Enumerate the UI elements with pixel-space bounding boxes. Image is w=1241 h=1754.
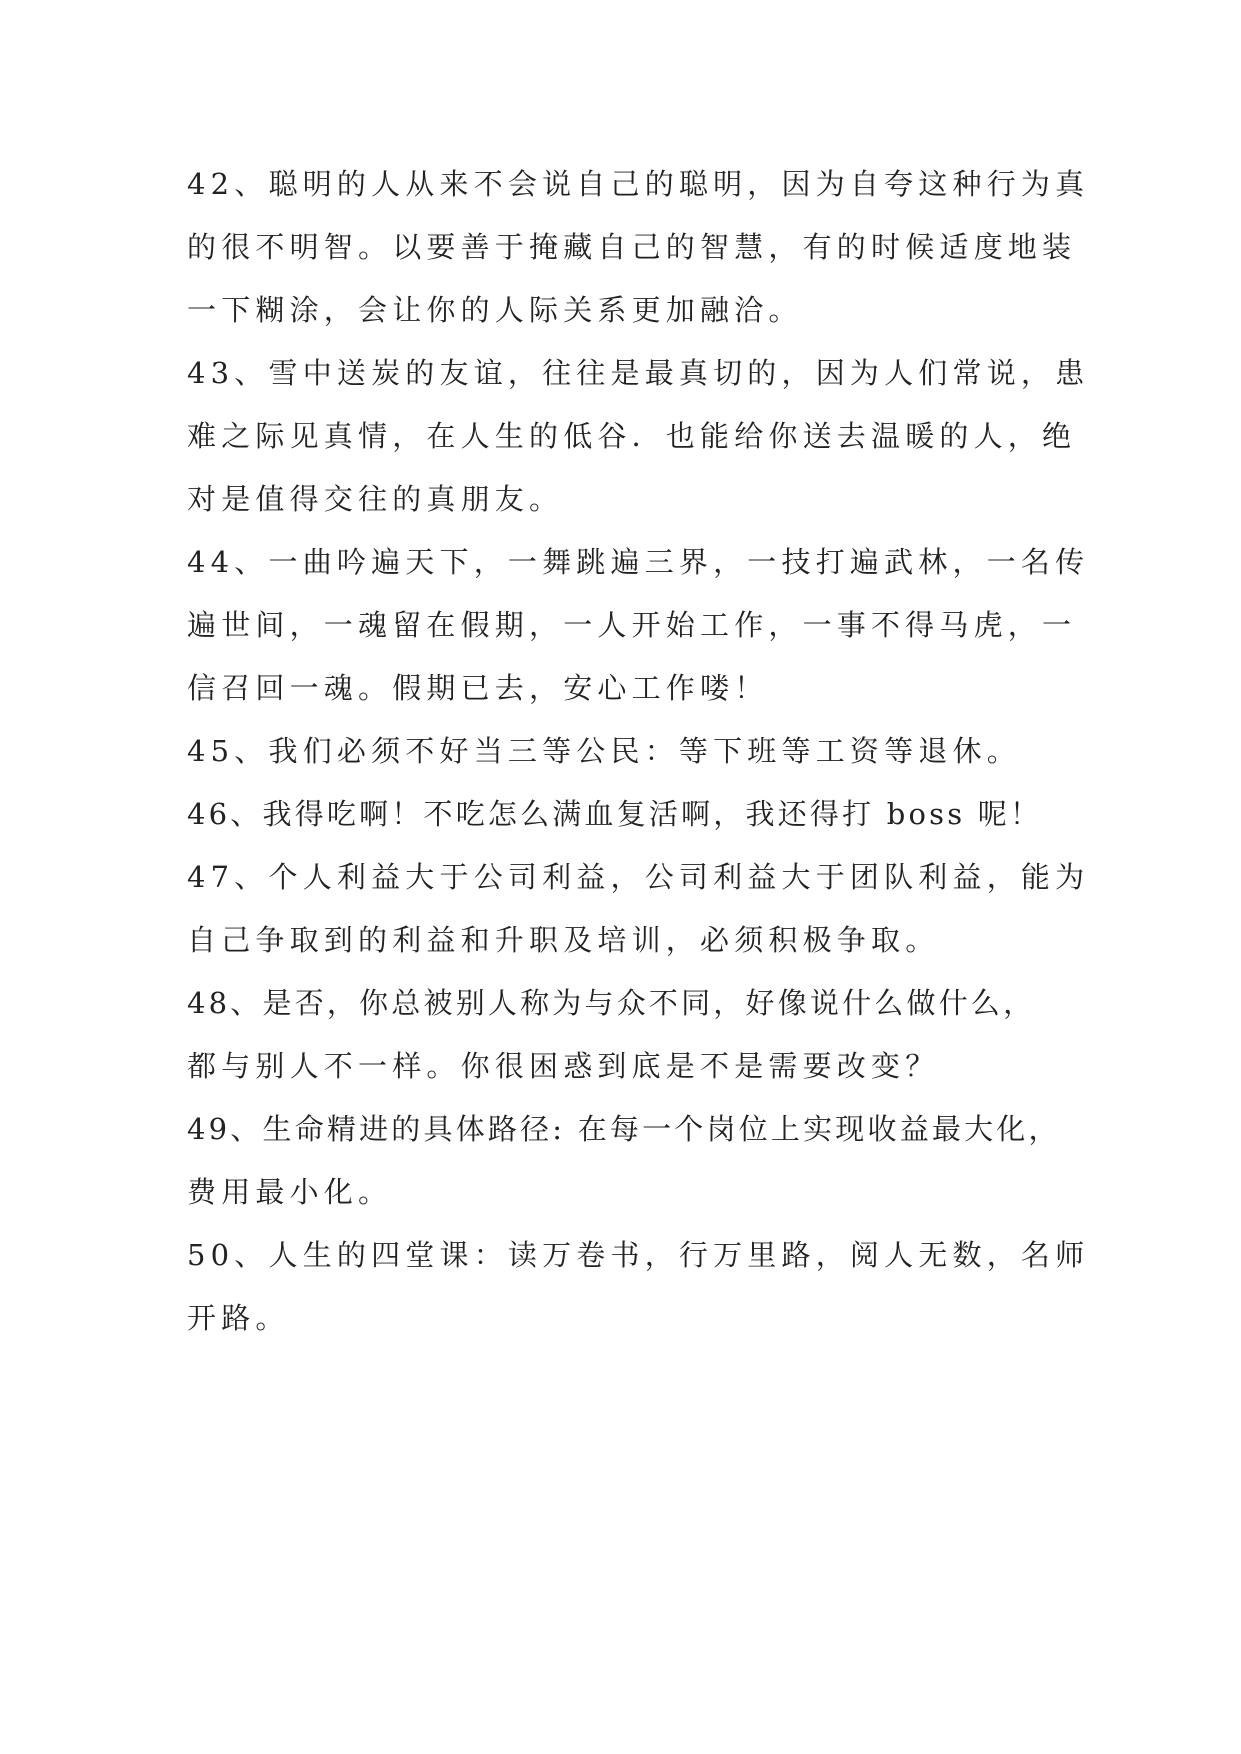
text-line-50b: 开路。 [187, 1301, 290, 1335]
text-line-46: 46、我得吃啊！不吃怎么满血复活啊，我还得打 boss 呢！ [187, 797, 1043, 831]
text-line-42a: 42、聪明的人从来不会说自己的聪明，因为自夸这种行为真 [187, 167, 1090, 201]
text-line-47b: 自己争取到的利益和升职及培训，必须积极争取。 [187, 923, 940, 957]
document-body [187, 153, 1090, 1350]
text-line-45: 45、我们必须不好当三等公民：等下班等工资等退休。 [187, 734, 1021, 768]
text-line-43a: 43、雪中送炭的友谊，往往是最真切的，因为人们常说，患 [187, 356, 1090, 390]
text-line-44c: 信召回一魂。假期已去，安心工作喽！ [187, 671, 769, 705]
text-line-42c: 一下糊涂，会让你的人际关系更加融洽。 [187, 293, 803, 327]
text-line-44b: 遍世间，一魂留在假期，一人开始工作，一事不得马虎，一 [187, 608, 1077, 642]
text-line-43c: 对是值得交往的真朋友。 [187, 482, 564, 516]
text-line-50a: 50、人生的四堂课：读万卷书，行万里路，阅人无数，名师 [187, 1238, 1090, 1272]
text-line-44a: 44、一曲吟遍天下，一舞跳遍三界，一技打遍武林，一名传 [187, 545, 1090, 579]
text-line-42b: 的很不明智。以要善于掩藏自己的智慧，有的时候适度地装 [187, 230, 1077, 264]
text-line-47a: 47、个人利益大于公司利益，公司利益大于团队利益，能为 [187, 860, 1090, 894]
text-line-49a: 49、生命精进的具体路径: 在每一个岗位上实现收益最大化， [187, 1112, 1061, 1146]
text-line-49b: 费用最小化。 [187, 1175, 393, 1209]
text-line-43b: 难之际见真情，在人生的低谷．也能给你送去温暖的人，绝 [187, 419, 1077, 453]
text-line-48b: 都与别人不一样。你很困惑到底是不是需要改变？ [187, 1049, 940, 1083]
text-line-48a: 48、是否，你总被别人称为与众不同，好像说什么做什么， [187, 986, 1036, 1020]
